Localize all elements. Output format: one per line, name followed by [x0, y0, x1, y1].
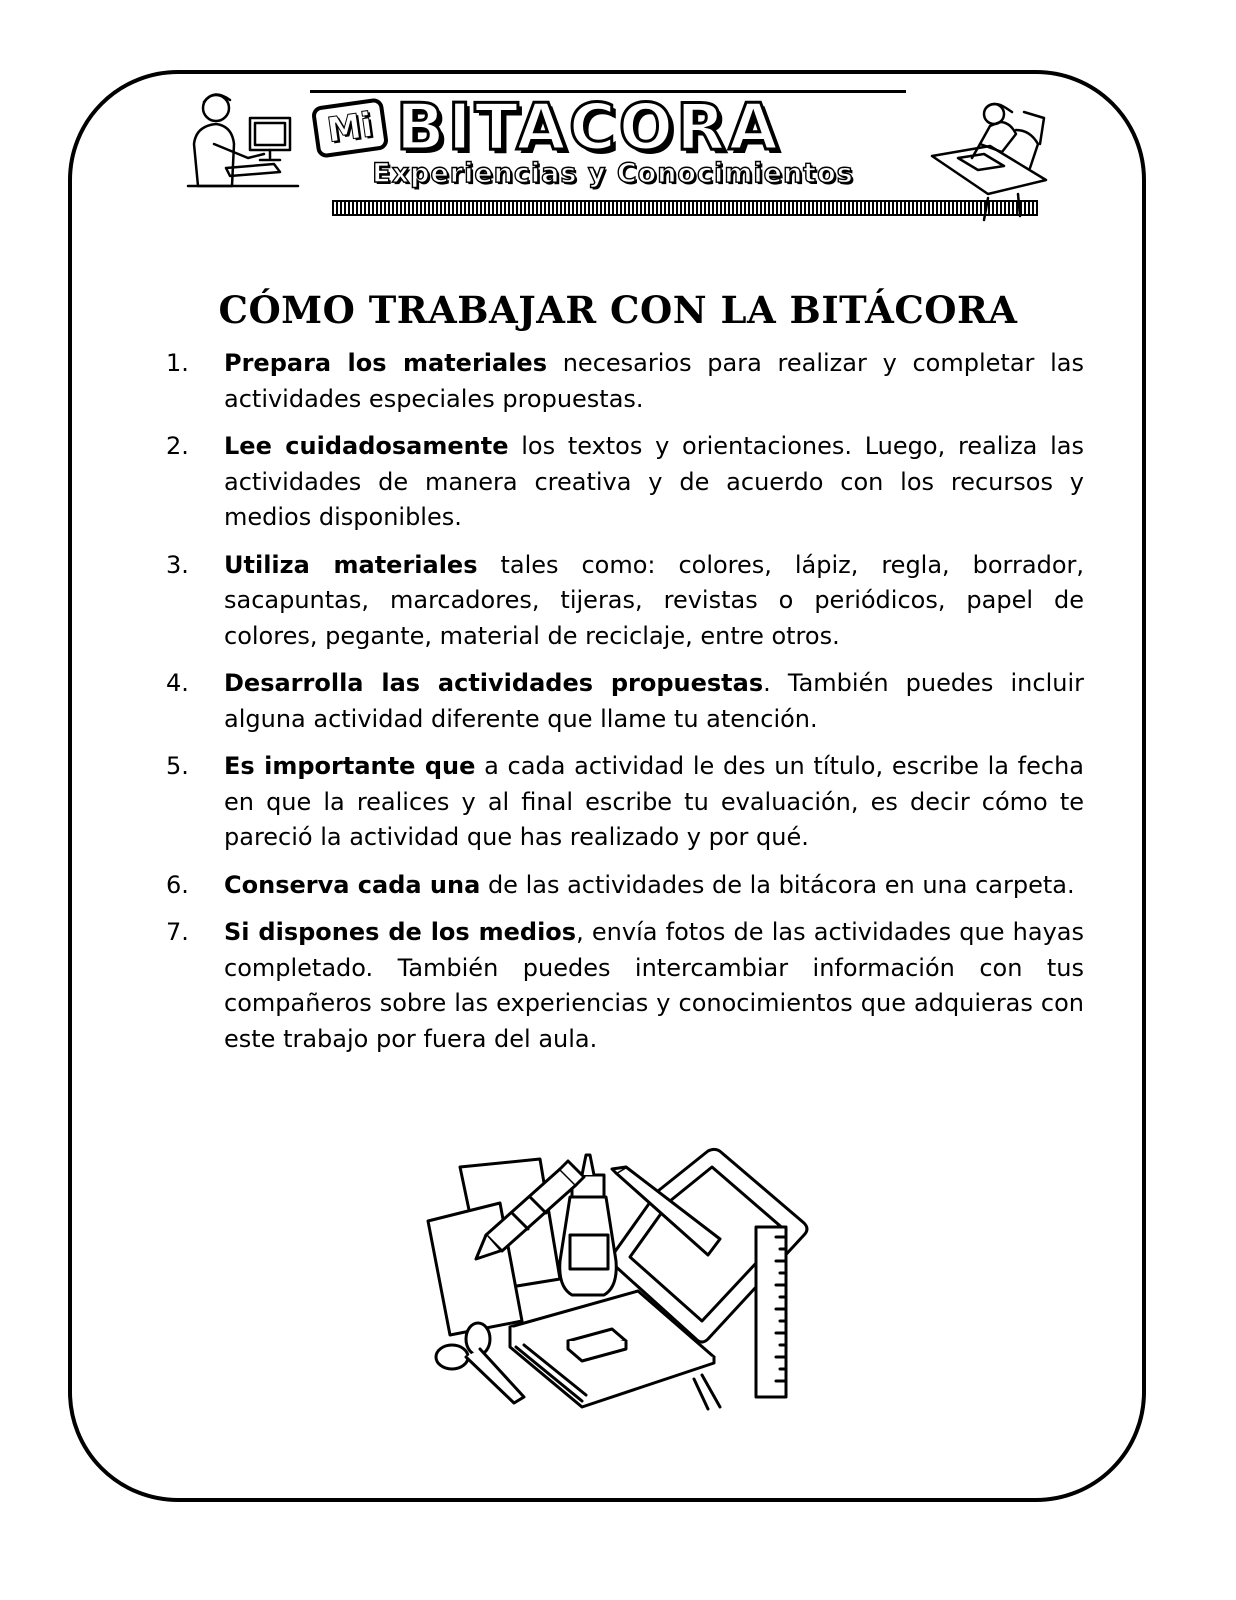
student-computer-illustration	[184, 88, 300, 192]
list-item	[166, 666, 1084, 737]
item-body: . También puedes incluir alguna actividad diferente que llame tu atención.	[224, 669, 1084, 733]
bitacora-logo	[310, 86, 910, 222]
item-keyword: Es importante que	[224, 752, 476, 780]
item-body: de las actividades de la bitácora en una carpeta.	[480, 870, 1075, 899]
list-item	[166, 915, 1084, 1057]
item-number: 3.	[166, 550, 189, 579]
logo-subtitle: Experiencias y Conocimientos	[372, 158, 854, 189]
item-body: necesarios para realizar y completar las actividades especiales propuestas.	[224, 349, 1084, 413]
list-item	[166, 548, 1084, 655]
header-banner	[180, 86, 1060, 226]
item-text	[224, 666, 1084, 737]
page-title: CÓMO TRABAJAR CON LA BITÁCORA	[218, 288, 1018, 332]
item-body: tales como: colores, lápiz, regla, borrador, sacapuntas, marcadores, tijeras, revistas o periódicos, papel de colores, pegante, material de reciclaje, entre otros.	[224, 550, 1084, 650]
logo-mi-badge: Mi	[311, 97, 390, 159]
item-number: 5.	[166, 752, 189, 780]
student-drawing-illustration	[928, 102, 1050, 224]
item-text	[224, 749, 1084, 856]
item-keyword: Utiliza materiales	[224, 550, 478, 579]
item-text	[224, 915, 1084, 1057]
item-body: , envía fotos de las actividades que hayas completado. También puedes intercambiar información con tus compañeros sobre las experiencias y conocimientos que adquieras con este trabajo por fuera del aula.	[224, 918, 1084, 1053]
item-keyword: Conserva cada una	[224, 870, 481, 899]
item-number: 6.	[166, 870, 189, 899]
item-number: 7.	[166, 918, 189, 946]
list-item	[166, 868, 1084, 904]
list-item	[166, 749, 1084, 856]
item-body: los textos y orientaciones. Luego, realiza las actividades de manera creativa y de acuerdo con los recursos y medios disponibles.	[224, 432, 1084, 531]
item-keyword: Prepara los materiales	[224, 349, 547, 377]
item-number: 4.	[166, 669, 189, 697]
item-keyword: Si dispones de los medios	[224, 918, 577, 946]
school-supplies-illustration	[420, 1135, 820, 1425]
scissors-icon	[436, 1345, 468, 1369]
item-text	[224, 868, 1084, 904]
item-keyword: Desarrolla las actividades propuestas	[224, 669, 764, 697]
ruler-icon	[756, 1227, 786, 1397]
item-text	[224, 346, 1084, 417]
item-number: 2.	[166, 432, 189, 460]
instructions-list	[166, 346, 1084, 1069]
item-keyword: Lee cuidadosamente	[224, 432, 509, 460]
item-number: 1.	[166, 349, 189, 377]
list-item	[166, 429, 1084, 536]
logo-title: BITACORA	[396, 91, 781, 165]
item-body: a cada actividad le des un título, escribe la fecha en que la realices y al final escribe tu evaluación, es decir cómo te pareció la actividad que has realizado y por qué.	[224, 752, 1085, 851]
item-text	[224, 429, 1084, 536]
list-item	[166, 346, 1084, 417]
item-text	[224, 548, 1084, 655]
